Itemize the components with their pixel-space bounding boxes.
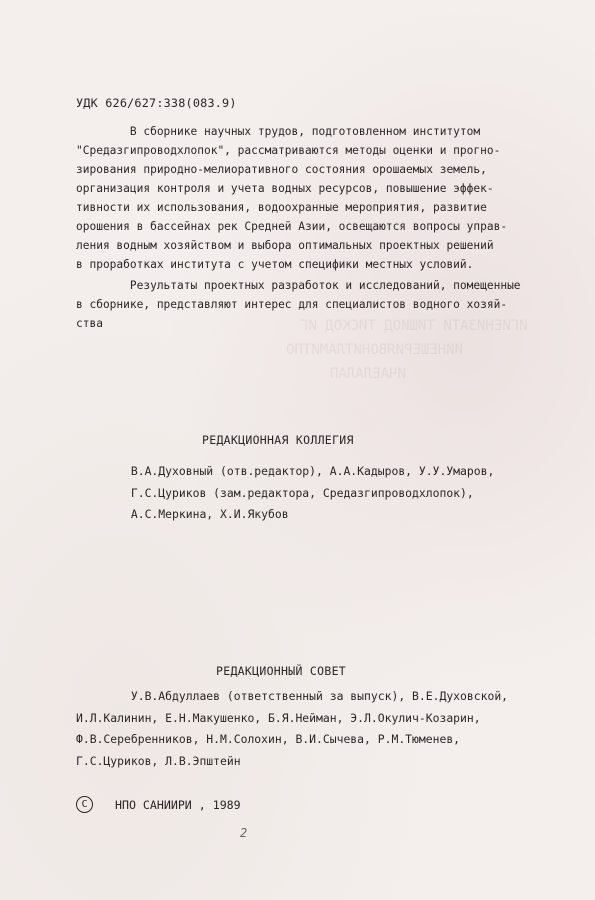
abstract-line: в проработках института с учетом специфики местных условий. <box>76 258 474 271</box>
bleed-through-text: ИИНЕШЕРИЯВОНИТЛАМИТПО <box>286 342 464 358</box>
abstract-line: организация контроля и учета водных ресурсов, повышение эффек- <box>76 182 494 195</box>
bleed-through-text: ИГИЕНИЗАТИ ТИШИОД ТИСКОД ИГ <box>300 318 528 334</box>
board-members-line: А.С.Меркина, Х.И.Якубов <box>76 507 289 521</box>
copyright-icon: C <box>76 796 93 813</box>
editorial-board-members <box>76 461 576 526</box>
board-members-line: Г.С.Цуриков (зам.редактора, Средазгипроводхлопок), <box>76 485 474 500</box>
council-members-line: У.В.Абдуллаев (ответственный за выпуск), В.Е.Духовской, <box>76 689 509 703</box>
relevance-line: в сборнике, представляют интерес для специалистов водного хозяй- <box>76 298 508 311</box>
council-members-line: Ф.В.Серебренников, Н.М.Солохин, В.И.Сычева, Р.М.Тюменев, <box>76 732 461 746</box>
editorial-board-heading: РЕДАКЦИОННАЯ КОЛЛЕГИЯ <box>202 433 354 447</box>
relevance-line: ства <box>76 317 103 330</box>
board-members-line: В.А.Духовный (отв.редактор), А.А.Кадыров, У.У.Умаров, <box>76 464 495 478</box>
abstract-line: тивности их использования, водоохранные мероприятия, развитие <box>76 201 487 214</box>
editorial-council-heading: РЕДАКЦИОННЫЙ СОВЕТ <box>216 664 347 678</box>
abstract-line: ления водным хозяйством и выбора оптимальных проектных решений <box>76 239 494 252</box>
editorial-council-members <box>76 686 576 772</box>
abstract-line: зирования природно-мелиоративного состояния орошаемых земель, <box>76 163 487 176</box>
udk-code: УДК 626/627:338(083.9) <box>76 96 237 110</box>
abstract-line: "Средазгипроводхлопок", рассматриваются методы оценки и прогно- <box>76 144 501 157</box>
abstract-paragraph <box>76 122 576 274</box>
council-members-line: Г.С.Цуриков, Л.В.Эпштейн <box>76 753 241 768</box>
council-members-line: И.Л.Калинин, Е.Н.Макушенко, Б.Я.Нейман, Э.Л.Окулич-Козарин, <box>76 710 481 725</box>
page-number: 2 <box>240 826 248 840</box>
bleed-through-text: ИЧАЕЛАЛАП <box>330 366 406 382</box>
abstract-line: орошения в бассейнах рек Средней Азии, освещаются вопросы управ- <box>76 220 508 233</box>
relevance-paragraph <box>76 276 576 333</box>
copyright-text: НПО САНИИРИ , 1989 <box>115 797 241 812</box>
abstract-line: В сборнике научных трудов, подготовленном институтом <box>76 125 481 138</box>
copyright-line <box>76 796 241 813</box>
relevance-line: Результаты проектных разработок и исследований, помещенные <box>76 279 521 292</box>
